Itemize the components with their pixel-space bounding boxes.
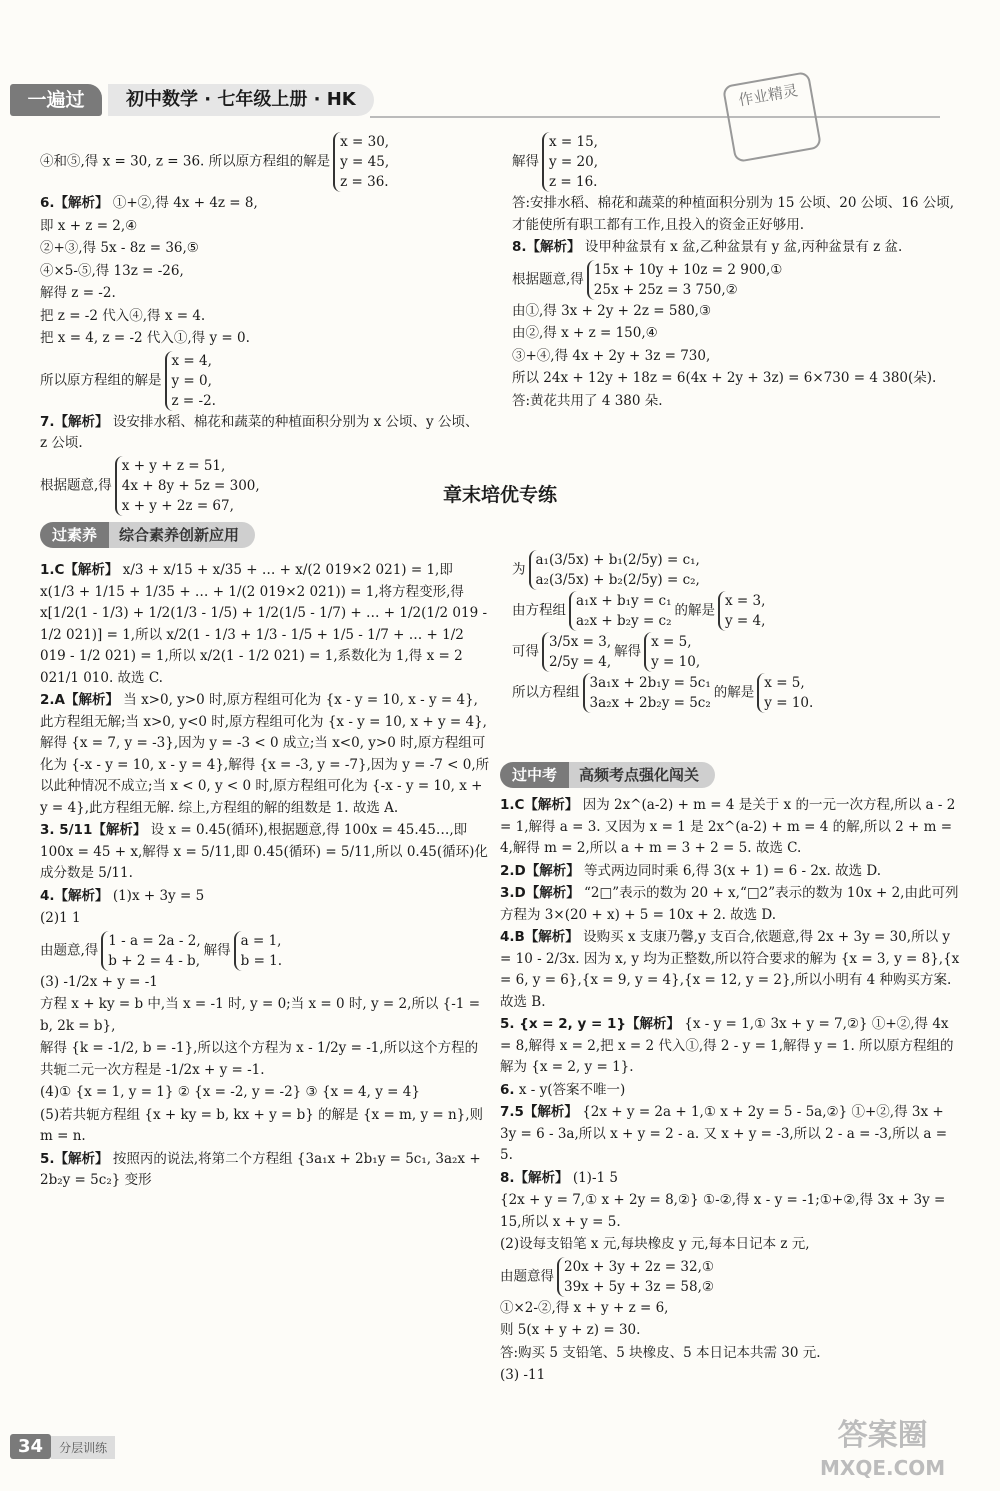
line-text: 答:黄花共用了 4 380 朵. (512, 392, 663, 409)
solution-line (40, 216, 485, 238)
solution-line (40, 1105, 490, 1148)
solution-line (512, 632, 962, 672)
equation-line: z = -2. (171, 392, 216, 409)
question-number: 8.【解析】 (512, 239, 581, 255)
solution-line (40, 238, 485, 260)
right-exam-column (500, 795, 960, 1388)
solution-line (500, 795, 960, 860)
solution-line (512, 346, 962, 368)
line-text: 按照丙的说法,将第二个方程组 {3a₁x + 2b₁y = 5c₁, 3a₂x + 2b₂y = 5c₂} 变形 (40, 1150, 481, 1188)
watermark-url: MXQE.COM (820, 1456, 946, 1480)
equation-line: x = 5, (764, 675, 805, 691)
subject-title: 初中数学 · 七年级上册 · HK (108, 84, 374, 116)
equation-line: 39x + 5y + 3z = 58,② (564, 1278, 714, 1295)
equation-system (542, 632, 611, 672)
equation-line: 3/5x = 3, (549, 634, 612, 650)
solution-line (500, 1102, 960, 1167)
solution-line (500, 1168, 960, 1190)
solution-line (512, 323, 962, 345)
equation-system (569, 591, 672, 631)
equation-line: y = 0, (171, 372, 212, 389)
line-text: 答:购买 5 支铅笔、5 块橡皮、5 本日记本共需 30 元. (500, 1344, 821, 1361)
solution-line (500, 1298, 960, 1320)
equation-line: x = 3, (725, 593, 766, 609)
solution-line (40, 306, 485, 328)
line-text: 所以 24x + 12y + 18z = 6(4x + 2y + 3z) = 6×730 = 4 380(朵). (512, 370, 937, 386)
solution-line (512, 193, 962, 236)
line-text: 根据题意,得 (40, 477, 112, 493)
section-title: 章末培优专练 (442, 484, 557, 506)
question-number: 3. 5/11【解析】 (40, 822, 147, 838)
line-text: 解得 (614, 643, 642, 660)
solution-line (500, 1190, 960, 1233)
equation-line: z = 16. (549, 174, 598, 190)
solution-line (40, 908, 490, 930)
solution-line (512, 550, 962, 590)
solution-line (40, 283, 485, 305)
equation-system (644, 632, 700, 672)
line-text: 则 5(x + y + z) = 30. (500, 1322, 641, 1338)
solution-line (40, 931, 490, 971)
equation-line: 1 - a = 2a - 2, (108, 932, 201, 949)
solution-line (512, 391, 962, 413)
equation-line: 4x + 8y + 5z = 300, (121, 477, 260, 494)
band-zhongkao (500, 762, 715, 788)
line-text: 方程 x + ky = b 中,当 x = -1 时, y = 0;当 x = 0 时, y = 2,所以 {-1 = b, 2k = b}, (40, 996, 481, 1034)
equation-system (101, 931, 200, 971)
question-number: 2.A【解析】 (40, 692, 119, 708)
equation-line: y = 20, (549, 154, 598, 170)
line-text: (1)x + 3y = 5 (112, 887, 205, 904)
line-text: 根据题意,得 (512, 271, 584, 287)
solution-line (500, 1014, 960, 1079)
equation-line: a₂x + b₂y = c₂ (576, 613, 672, 629)
solution-line (40, 560, 490, 689)
equation-system (542, 132, 598, 192)
line-text: ④×5-⑤,得 13z = -26, (40, 262, 184, 279)
solution-line (512, 673, 962, 713)
equation-system (165, 351, 216, 411)
equation-line: a = 1, (240, 932, 282, 949)
page-footer (10, 1434, 115, 1459)
equation-line: x + y + 2z = 67, (121, 497, 234, 514)
solution-line (512, 591, 962, 631)
line-text: 由方程组 (512, 602, 566, 619)
question-number: 4.【解析】 (40, 887, 109, 904)
solution-line (500, 1343, 960, 1365)
line-text: 等式两边同时乘 6,得 3(x + 1) = 6 - 2x. 故选 D. (584, 862, 882, 879)
question-number: 7.5【解析】 (500, 1104, 578, 1120)
line-text: (3) -1/2x + y = -1 (40, 973, 158, 990)
footer-label: 分层训练 (51, 1436, 115, 1459)
line-text: ①×2-②,得 x + y + z = 6, (500, 1299, 669, 1316)
line-text: {2x + y = 7,① x + 2y = 8,②} ①-②,得 x - y = -1;①+②,得 3x + 3y = 15,所以 x + y = 5. (500, 1192, 946, 1230)
line-text: 解得 z = -2. (40, 285, 116, 301)
question-number: 7.【解析】 (40, 413, 109, 430)
line-text: (1)-1 5 (572, 1169, 618, 1186)
line-text: 解得 (512, 153, 539, 170)
solution-line (40, 690, 490, 819)
question-number: 1.C【解析】 (40, 562, 119, 578)
line-text: ④和⑤,得 x = 30, z = 36. 所以原方程组的解是 (40, 153, 331, 170)
line-text: (4)① {x = 1, y = 1} ② {x = -2, y = -2} ③ {x = 4, y = 4} (40, 1084, 420, 1100)
line-text: 设购买 x 支康乃馨,y 支百合,依题意,得 2x + 3y = 30,所以 y = 10 - 2/3x. 因为 x, y 均为正整数,所以符合要求的解为 {x = 3, y = 8},{x = 6, y = 6},{x = 9, y = 4},{x = 12, y = 2},所以小明有 4 种购买方案. 故选 B. (500, 929, 960, 1010)
page-number: 34 (10, 1434, 51, 1459)
line-text: 当 x>0, y>0 时,原方程组可化为 {x - y = 10, x - y = 4},此方程组无解;当 x>0, y<0 时,原方程组可化为 {x - y = 10, x + y = 4},解得 {x = 7, y = -3},因为 y = -3 < 0 成立;当 x<0, y>0 时,原方程组可化为 {-x - y = 10, x - y = 4},解得 {x = -3, y = -7},因为 y = -7 < 0,所以此种情况不成立;当 x < 0, y < 0 时,原方程组可化为 {-x - y = 10, x + y = 4},此方程组无解. 综上,方程组的解的组数是 1. 故选 A. (40, 692, 490, 816)
equation-line: y = 4, (725, 613, 766, 629)
line-text: {2x + y = 2a + 1,① x + 2y = 5 - 5a,②} ①+②,得 3x + 3y = 6 - 3a,所以 x + y = 2 - a. 又 x + y = -3,所以 2 - a = -3,所以 a = 5. (500, 1104, 948, 1163)
solution-line (512, 132, 962, 192)
solution-line (512, 260, 962, 300)
question-number: 6. (500, 1081, 515, 1098)
solution-line (40, 1149, 490, 1192)
line-text: x/3 + x/15 + x/35 + … + x/(2 019×2 021) = 1,即 x(1/3 + 1/15 + 1/35 + … + 1/(2 019×2 021)) = 1,将方程变形,得 x[1/2(1 - 1/3) + 1/2(1/3 - 1/5) + 1/2(1/5 - 1/7) + … + 1/2(1/2 019 - 1/2 021)] = 1,所以 x/2(1 - 1/3 + 1/3 - 1/5 + 1/5 - 1/7 + … + 1/2 019 - 1/2 021) = 1,所以 x/2(1 - 1/2 021) = 1,系数化为 1,得 x = 2 021/1 010. 故选 C. (40, 562, 488, 686)
line-text: x - y(答案不唯一) (518, 1081, 626, 1098)
question-number: 5.【解析】 (40, 1150, 109, 1167)
equation-system (529, 550, 700, 590)
equation-system (757, 673, 813, 713)
line-text: 由题意,得 (40, 942, 99, 958)
left-top-column (40, 132, 485, 517)
equation-system (587, 260, 783, 300)
header-rule (370, 116, 940, 118)
solution-line (40, 193, 485, 215)
solution-line (500, 1257, 960, 1297)
equation-line: z = 36. (340, 174, 389, 190)
line-text: 因为 2x^(a-2) + m = 4 是关于 x 的一元一次方程,所以 a - 2 = 1,解得 a = 3. 又因为 x = 1 是 2x^(a-2) + m = 4 的解,所以 2 + m = 4,解得 m = 2,所以 a + m = 3 + 2 = 5. 故选 C. (500, 797, 956, 856)
solution-line (500, 861, 960, 883)
band-label: 过中考 (500, 762, 569, 788)
solution-line (40, 412, 485, 455)
equation-line: a₁(3/5x) + b₁(2/5y) = c₁, (535, 552, 700, 568)
question-number: 3.D【解析】 (500, 885, 580, 901)
equation-system (583, 673, 711, 713)
equation-line: x + y + z = 51, (121, 457, 226, 474)
line-text: (3) -11 (500, 1367, 546, 1383)
line-text: 由②,得 x + z = 150,④ (512, 325, 658, 341)
equation-line: x = 4, (171, 352, 212, 369)
line-text: 所以原方程组的解是 (40, 372, 162, 388)
equation-system (333, 132, 389, 192)
equation-line: 2/5y = 4, (549, 654, 612, 670)
equation-line: 15x + 10y + 10z = 2 900,① (593, 261, 783, 278)
band-label: 过素养 (40, 522, 109, 548)
equation-line: 25x + 25z = 3 750,② (593, 281, 738, 298)
equation-line: y = 10, (651, 654, 701, 670)
equation-line: y = 10. (764, 695, 814, 711)
line-text: 把 x = 4, z = -2 代入①,得 y = 0. (40, 330, 250, 346)
equation-line: 3a₂x + 2b₂y = 5c₂ (589, 695, 711, 711)
solution-line (40, 1038, 490, 1081)
equation-line: b + 2 = 4 - b, (108, 952, 200, 969)
line-text: ③+④,得 4x + 2y + 3z = 730, (512, 347, 711, 364)
line-text: {x - y = 1,① 3x + y = 7,②} ①+②,得 4x = 8,解得 x = 2,把 x = 2 代入①,得 2 - y = 1,解得 y = 1. 所以原方程组的解为 {x = 2, y = 1}. (500, 1016, 954, 1075)
line-text: (5)若共轭方程组 {x + ky = b, kx + y = b} 的解是 {x = m, y = n},则 m = n. (40, 1106, 484, 1144)
question-number: 2.D【解析】 (500, 862, 580, 879)
line-text: 可得 (512, 643, 539, 660)
line-text: 的解是 (713, 684, 755, 701)
question-number: 4.B【解析】 (500, 929, 579, 945)
equation-line: 3a₁x + 2b₁y = 5c₁ (589, 675, 711, 691)
right-top-column (512, 132, 962, 413)
solution-line (500, 1080, 960, 1102)
question-number: 5. {x = 2, y = 1}【解析】 (500, 1016, 680, 1032)
line-text: ①+②,得 4x + 4z = 8, (112, 195, 258, 211)
solution-line (40, 820, 490, 885)
equation-line: a₂(3/5x) + b₂(2/5y) = c₂, (535, 572, 700, 588)
equation-line: x = 30, (340, 134, 390, 150)
line-text: 为 (512, 561, 526, 578)
solution-line (500, 883, 960, 926)
right-bottom-column (512, 550, 962, 714)
line-text: 设甲种盆景有 x 盆,乙种盆景有 y 盆,丙种盆景有 z 盆. (584, 239, 903, 255)
solution-line (512, 237, 962, 259)
watermark-line: 答案圈 (837, 1418, 928, 1453)
solution-line (500, 1234, 960, 1256)
equation-system (234, 931, 282, 971)
solution-line (40, 132, 485, 192)
solution-line (40, 351, 485, 411)
equation-system (557, 1257, 714, 1297)
line-text: 即 x + z = 2,④ (40, 217, 138, 234)
question-number: 1.C【解析】 (500, 797, 579, 813)
equation-line: x = 15, (549, 134, 598, 150)
line-text: 解得 (203, 942, 231, 958)
question-number: 6.【解析】 (40, 195, 109, 211)
line-text: 设安排水稻、棉花和蔬菜的种植面积分别为 x 公顷、y 公顷、z 公顷. (40, 413, 479, 451)
band-suyang (40, 522, 255, 548)
solution-line (40, 328, 485, 350)
line-text: “2□”表示的数为 20 + x,“□2”表示的数为 10x + 2,由此可列方程为 3×(20 + x) + 5 = 10x + 2. 故选 D. (500, 885, 959, 923)
line-text: 答:安排水稻、棉花和蔬菜的种植面积分别为 15 公顷、20 公顷、16 公顷,才能使所有职工都有工作,且投入的资金正好够用. (512, 195, 955, 233)
solution-line (500, 1365, 960, 1387)
line-text: (2)设每支铅笔 x 元,每块橡皮 y 元,每本日记本 z 元, (500, 1236, 810, 1252)
line-text: 由①,得 3x + 2y + 2z = 580,③ (512, 302, 712, 319)
line-text: 设 x = 0.45(循环),根据题意,得 100x = 45.45…,即 100x = 45 + x,解得 x = 5/11,即 0.45(循环) = 5/11,所以 0.45(循环)化成分数是 5/11. (40, 822, 488, 881)
equation-line: b = 1. (240, 952, 283, 969)
solution-line (500, 927, 960, 1013)
solution-line (40, 886, 490, 908)
line-text: 由题意得 (500, 1268, 554, 1284)
band-subtitle: 高频考点强化闯关 (569, 762, 715, 788)
equation-line: a₁x + b₁y = c₁ (576, 593, 672, 609)
question-number: 8.【解析】 (500, 1169, 569, 1186)
left-bottom-column (40, 560, 490, 1193)
line-text: 解得 {k = -1/2, b = -1},所以这个方程为 x - 1/2y = -1,所以这个方程的共轭二元一次方程是 -1/2x + y = -1. (40, 1040, 479, 1078)
band-subtitle: 综合素养创新应用 (109, 522, 255, 548)
solution-line (512, 301, 962, 323)
line-text: 把 z = -2 代入④,得 x = 4. (40, 307, 206, 324)
solution-line (40, 994, 490, 1037)
brand-logo: 一遍过 (10, 84, 102, 116)
solution-line (40, 972, 490, 994)
line-text: (2)1 1 (40, 910, 81, 926)
equation-line: 20x + 3y + 2z = 32,① (564, 1258, 714, 1275)
line-text: 所以方程组 (512, 684, 580, 701)
solution-line (512, 368, 962, 390)
line-text: ②+③,得 5x - 8z = 36,⑤ (40, 240, 199, 256)
solution-line (40, 1082, 490, 1104)
equation-system (718, 591, 765, 631)
solution-line (40, 261, 485, 283)
equation-line: x = 5, (651, 634, 692, 650)
solution-line (500, 1320, 960, 1342)
watermark-logo (820, 1420, 945, 1484)
equation-line: y = 45, (340, 154, 390, 170)
stamp-logo: 作业精灵 (722, 71, 822, 163)
line-text: 的解是 (674, 602, 716, 619)
